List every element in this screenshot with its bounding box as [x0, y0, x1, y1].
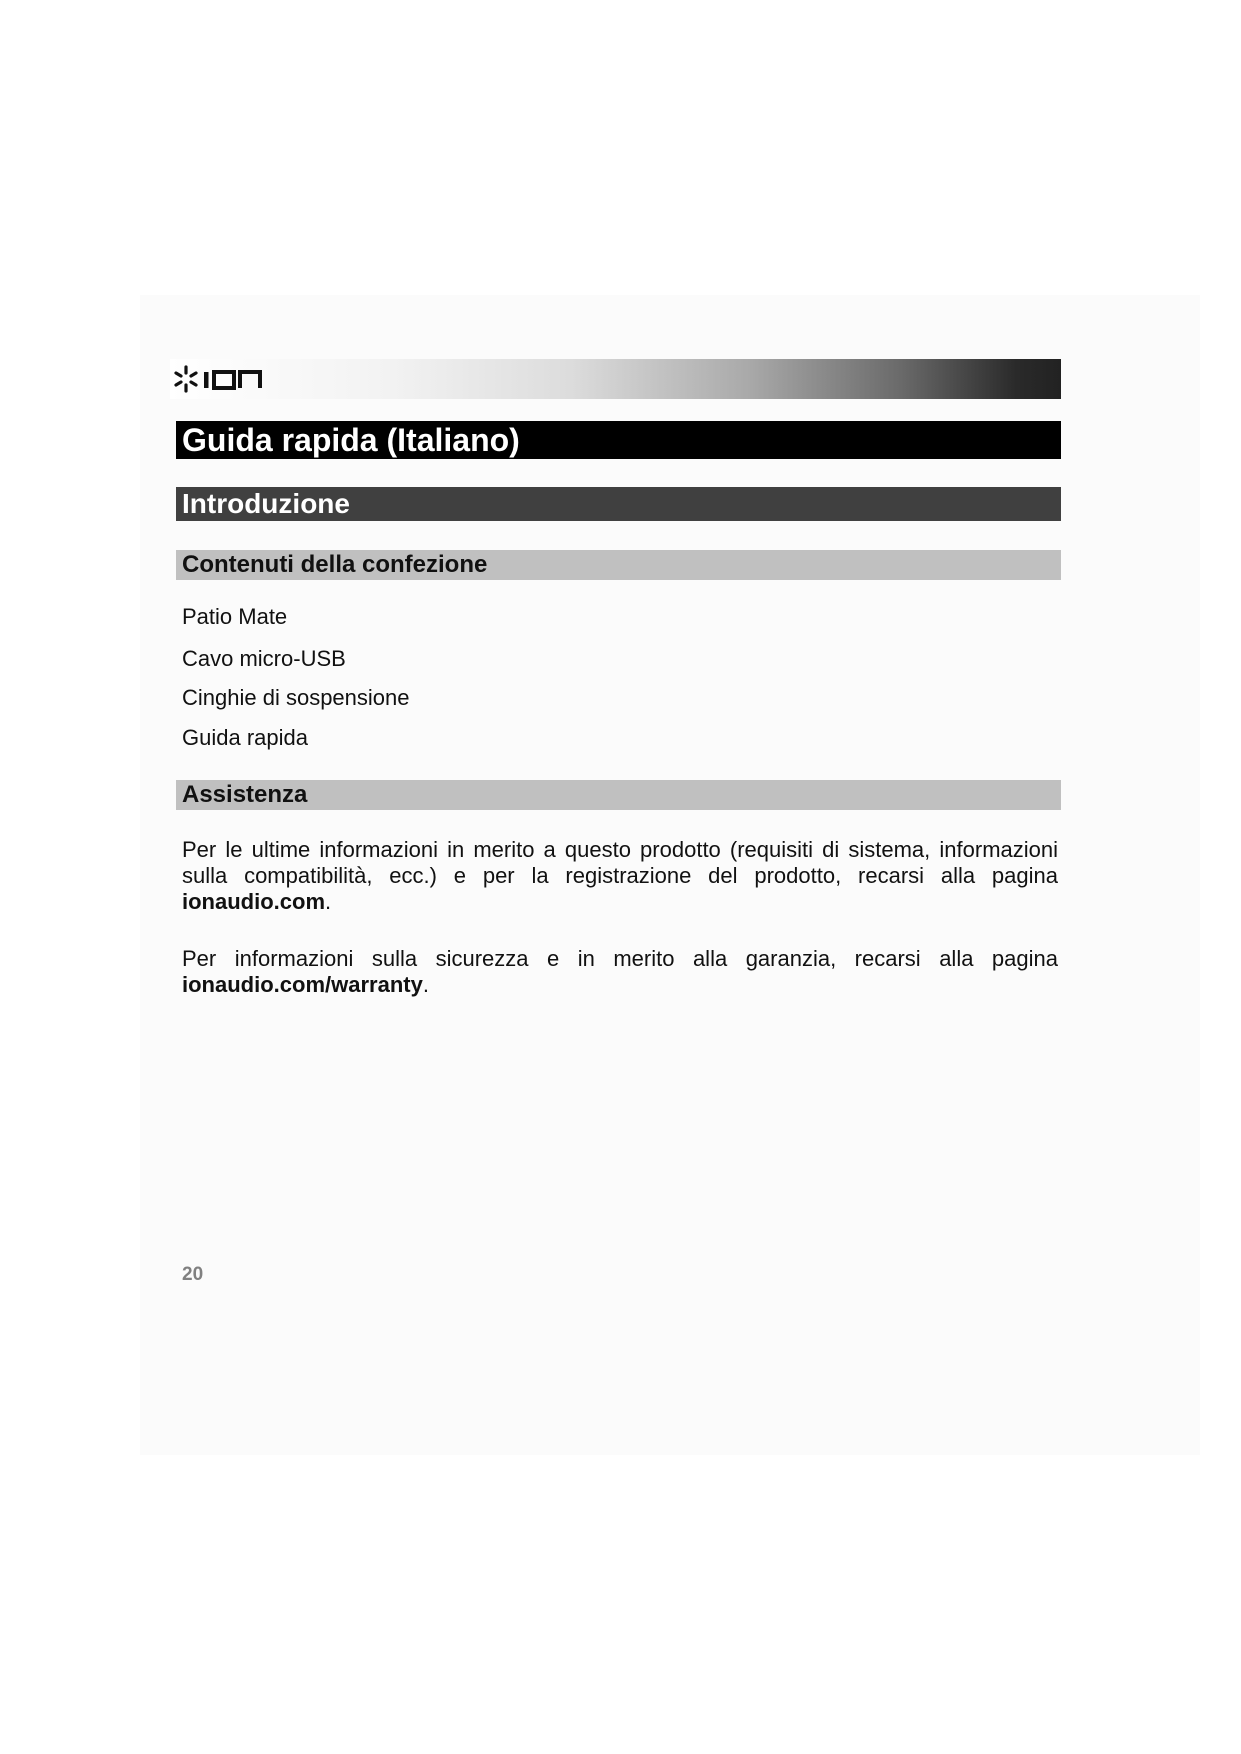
page-number: 20 — [182, 1264, 204, 1285]
support-paragraph-info — [182, 837, 1058, 915]
contents-item: Guida rapida — [182, 725, 308, 750]
subheading-contents: Contenuti della confezione — [176, 550, 1061, 580]
contents-item: Cinghie di sospensione — [182, 685, 410, 710]
paragraph-end: . — [422, 972, 429, 997]
ion-logo-icon — [174, 364, 266, 394]
section-heading-introduzione: Introduzione — [176, 487, 1061, 521]
support-paragraph-warranty-text: Per informazioni sulla sicurezza e in merito alla garanzia, recarsi alla pagina — [182, 946, 1058, 971]
page-title: Guida rapida (Italiano) — [176, 421, 1061, 459]
subheading-support: Assistenza — [176, 780, 1061, 810]
ionaudio-link[interactable]: ionaudio.com — [182, 889, 325, 914]
paragraph-end: . — [325, 889, 332, 914]
ion-logo — [174, 364, 266, 394]
contents-item: Patio Mate — [182, 604, 288, 629]
contents-item: Cavo micro-USB — [182, 646, 346, 671]
header-gradient-band — [170, 359, 1061, 399]
support-paragraph-warranty — [182, 946, 1058, 998]
warranty-link[interactable]: ionaudio.com/warranty — [182, 972, 423, 997]
support-paragraph-info-text: Per le ultime informazioni in merito a questo prodotto (requisiti di sistema, informazioni sulla compatibilità, ecc.) e per la registrazione del prodotto, recarsi alla pagina — [182, 837, 1058, 888]
